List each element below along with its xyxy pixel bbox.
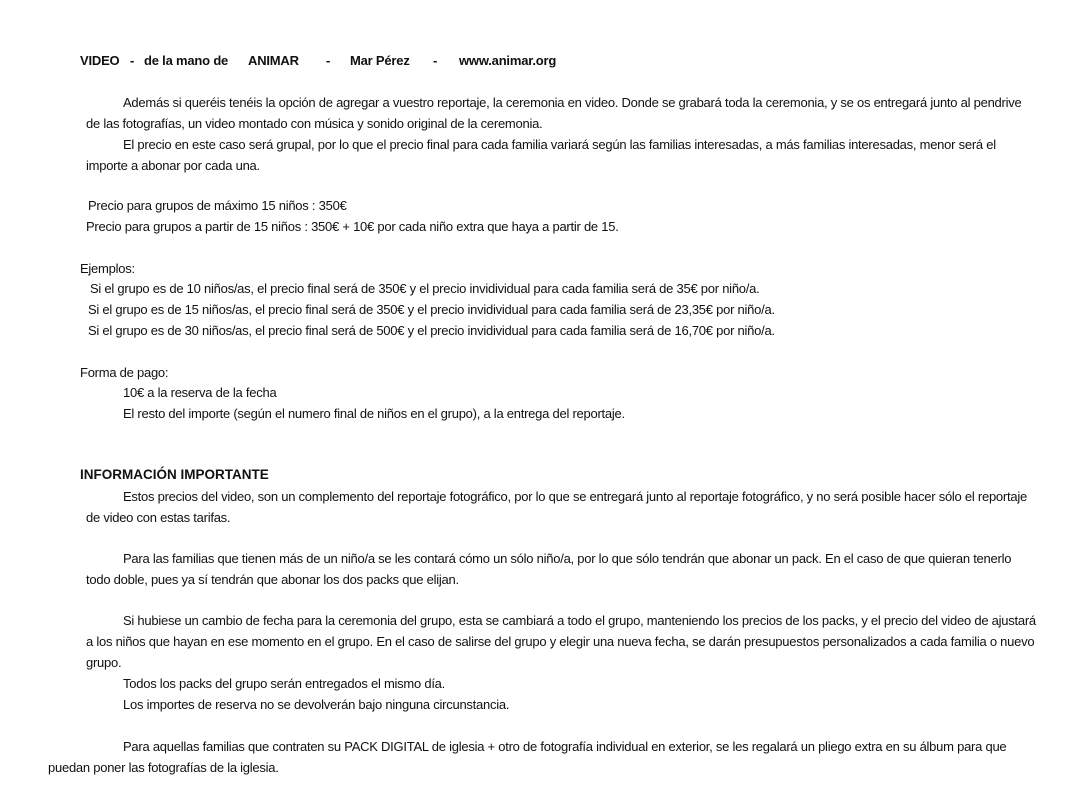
important-title: INFORMACIÓN IMPORTANTE bbox=[80, 467, 269, 482]
important-paragraph-line: Para las familias que tienen más de un niño/a se les contará cómo un sólo niño/a, por lo que sólo tendrán que abonar un pack. En el caso de que quieran tenerlo bbox=[123, 551, 1012, 566]
important-paragraph-line: todo doble, pues ya sí tendrán que abonar los dos packs que elijan. bbox=[86, 572, 459, 587]
header-dash: - bbox=[326, 53, 331, 68]
important-paragraph-line: Si hubiese un cambio de fecha para la ceremonia del grupo, esta se cambiará a todo el grupo, manteniendo los precios de los packs, y el precio del video de ajustará bbox=[123, 613, 1036, 628]
important-paragraph-line: Todos los packs del grupo serán entregados el mismo día. bbox=[123, 676, 446, 691]
example-item: Si el grupo es de 30 niños/as, el precio final será de 500€ y el precio invidividual para cada familia será de 16,70€ por niño/a. bbox=[88, 323, 775, 338]
important-paragraph-line: de video con estas tarifas. bbox=[86, 510, 231, 525]
header-by: de la mano de bbox=[144, 53, 229, 68]
example-item: Si el grupo es de 15 niños/as, el precio final será de 350€ y el precio invidividual para cada familia será de 23,35€ por niño/a. bbox=[88, 302, 775, 317]
important-paragraph-line: puedan poner las fotografías de la iglesia. bbox=[48, 760, 279, 775]
example-item: Si el grupo es de 10 niños/as, el precio final será de 350€ y el precio invidividual para cada familia será de 35€ por niño/a. bbox=[90, 281, 760, 296]
header-video: VIDEO bbox=[80, 53, 120, 68]
price-max-15: Precio para grupos de máximo 15 niños : 350€ bbox=[88, 198, 347, 213]
header-brand: ANIMAR bbox=[248, 53, 299, 68]
intro-paragraph-line: Además si queréis tenéis la opción de agregar a vuestro reportaje, la ceremonia en video. Donde se grabará toda la ceremonia, y se os entregará junto al pendrive bbox=[123, 95, 1022, 110]
header-dash: - bbox=[130, 53, 135, 68]
important-paragraph-line: Estos precios del video, son un complemento del reportaje fotográfico, por lo que se entregará junto al reportaje fotográfico, y no será posible hacer sólo el reportaje bbox=[123, 489, 1027, 504]
important-paragraph-line: Los importes de reserva no se devolverán bajo ninguna circunstancia. bbox=[123, 697, 510, 712]
important-paragraph-line: a los niños que hayan en ese momento en el grupo. En el caso de salirse del grupo y elegir una nueva fecha, se darán presupuestos personalizados a cada familia o nuevo bbox=[86, 634, 1035, 649]
important-paragraph-line: Para aquellas familias que contraten su PACK DIGITAL de iglesia + otro de fotografía individual en exterior, se les regalará un pliego extra en su álbum para que bbox=[123, 739, 1007, 754]
examples-title: Ejemplos: bbox=[80, 261, 135, 276]
payment-item: El resto del importe (según el numero final de niños en el grupo), a la entrega del reportaje. bbox=[123, 406, 625, 421]
important-paragraph-line: grupo. bbox=[86, 655, 122, 670]
payment-item: 10€ a la reserva de la fecha bbox=[123, 385, 277, 400]
header-website: www.animar.org bbox=[459, 53, 557, 68]
header-author: Mar Pérez bbox=[350, 53, 410, 68]
header-dash: - bbox=[433, 53, 438, 68]
price-from-15: Precio para grupos a partir de 15 niños : 350€ + 10€ por cada niño extra que haya a partir de 15. bbox=[86, 219, 619, 234]
intro-paragraph-line: de las fotografías, un video montado con música y sonido original de la ceremonia. bbox=[86, 116, 543, 131]
intro-paragraph-line: importe a abonar por cada una. bbox=[86, 158, 260, 173]
intro-paragraph-line: El precio en este caso será grupal, por lo que el precio final para cada familia variará según las familias interesadas, a más familias interesadas, menor será el bbox=[123, 137, 996, 152]
payment-title: Forma de pago: bbox=[80, 365, 169, 380]
